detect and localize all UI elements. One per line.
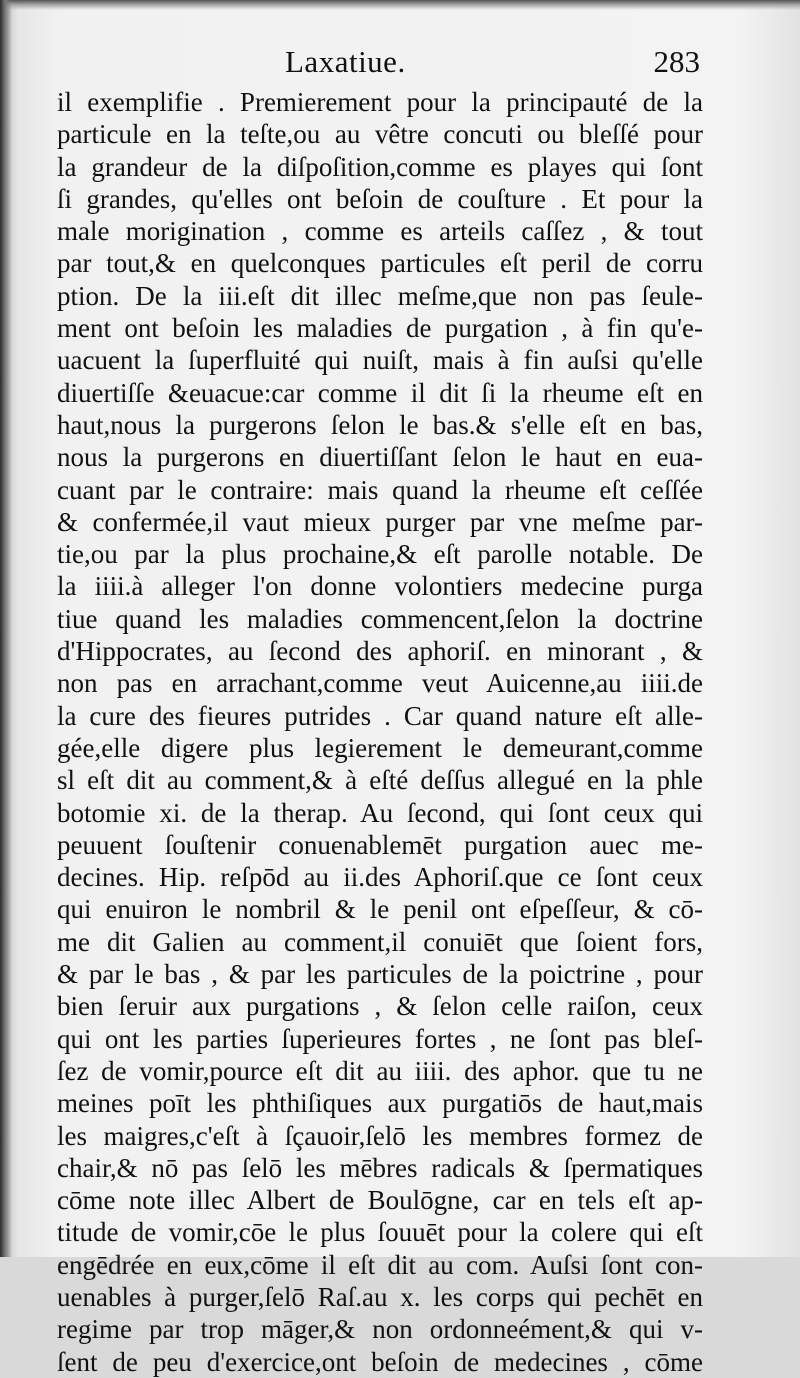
text-line: uenables à purger,ſelō Raſ.au x. les corps qui pechēt en — [57, 1281, 703, 1312]
text-line: botomie xi. de la therap. Au ſecond, qui ſont ceux qui — [57, 797, 703, 828]
text-line: d'Hippocrates, au ſecond des aphoriſ. en minorant , & — [57, 636, 703, 667]
text-line: ption. De la iii.eſt dit illec meſme,que non pas ſeule- — [57, 280, 703, 311]
text-line: particule en la teſte,ou au vêtre concuti ou bleſſé pour — [57, 119, 703, 150]
text-line: male morigination , comme es arteils caſſez , & tout — [57, 216, 703, 247]
text-line: tie,ou par la plus prochaine,& eſt parolle notable. De — [57, 539, 703, 570]
text-line: titude de vomir,cōe le plus ſouuēt pour la colere qui eſt — [57, 1217, 703, 1248]
text-line: il exemplifie . Premierement pour la principauté de la — [57, 87, 703, 117]
running-head: Laxatiue. — [285, 44, 406, 79]
text-line: cuant par le contraire: mais quand la rheume eſt ceſſée — [57, 474, 703, 505]
text-line: sl eſt dit au comment,& à eſté deſſus allegué en la phle — [57, 765, 703, 796]
text-line: & confermée,il vaut mieux purger par vne meſme par- — [57, 506, 703, 537]
text-line: gée,elle digere plus legierement le demeurant,comme — [57, 732, 703, 763]
page-number: 283 — [653, 44, 700, 79]
text-line: non pas en arrachant,comme veut Auicenne,au iiii.de — [57, 668, 703, 699]
text-line: tiue quand les maladies commencent,ſelon la doctrine — [57, 603, 703, 634]
text-line: me dit Galien au comment,il conuiēt que ſoient fors, — [57, 926, 703, 957]
text-line: ſez de vomir,pource eſt dit au iiii. des aphor. que tu ne — [57, 1055, 703, 1086]
text-line: regime par trop māger,& non ordonneément,& qui v- — [57, 1314, 703, 1345]
page-header — [60, 44, 700, 84]
text-line: la iiii.à alleger l'on donne volontiers medecine purga — [57, 571, 703, 602]
text-line: haut,nous la purgerons ſelon le bas.& s'elle eſt en bas, — [57, 409, 703, 440]
text-line: uacuent la ſuperfluité qui nuiſt, mais à fin auſsi qu'elle — [57, 345, 703, 376]
text-line: peuuent ſouſtenir conuenablemēt purgation auec me- — [57, 829, 703, 860]
text-line: chair,& nō pas ſelō les mēbres radicals & ſpermatiques — [57, 1152, 703, 1183]
text-line: nous la purgerons en diuertiſſant ſelon le haut en eua- — [57, 442, 703, 473]
text-line: cōme note illec Albert de Boulōgne, car en tels eſt ap- — [57, 1185, 703, 1216]
page-binding-shadow — [0, 0, 12, 1257]
text-line: ſi grandes, qu'elles ont beſoin de couſture . Et pour la — [57, 183, 703, 214]
text-line: & par le bas , & par les particules de la poictrine , pour — [57, 959, 703, 990]
text-line: diuertiſſe &euacue:car comme il dit ſi la rheume eſt en — [57, 377, 703, 408]
text-line: ſent de peu d'exercice,ont beſoin de medecines , cōme — [57, 1346, 703, 1377]
text-line: qui enuiron le nombril & le penil ont eſpeſſeur, & cō- — [57, 894, 703, 925]
page-top-edge-shadow — [0, 0, 800, 10]
text-line: par tout,& en quelconques particules eſt peril de corru — [57, 248, 703, 279]
text-line: la grandeur de la diſpoſition,comme es playes qui ſont — [57, 151, 703, 182]
text-line: decines. Hip. reſpōd au ii.des Aphoriſ.que ce ſont ceux — [57, 862, 703, 893]
text-line: bien ſeruir aux purgations , & ſelon celle raiſon, ceux — [57, 991, 703, 1022]
text-line: qui ont les parties ſuperieures fortes , ne ſont pas bleſ- — [57, 1023, 703, 1054]
text-line: les maigres,c'eſt à ſçauoir,ſelō les membres formez de — [57, 1120, 703, 1151]
text-line: meines poīt les phthiſiques aux purgatiōs de haut,mais — [57, 1088, 703, 1119]
text-line: la cure des fieures putrides . Car quand nature eſt alle- — [57, 700, 703, 731]
body-text — [57, 86, 703, 1378]
text-line: engēdrée en eux,cōme il eſt dit au com. Auſsi ſont con- — [57, 1249, 703, 1280]
text-line: ment ont beſoin les maladies de purgation , à fin qu'e- — [57, 313, 703, 344]
